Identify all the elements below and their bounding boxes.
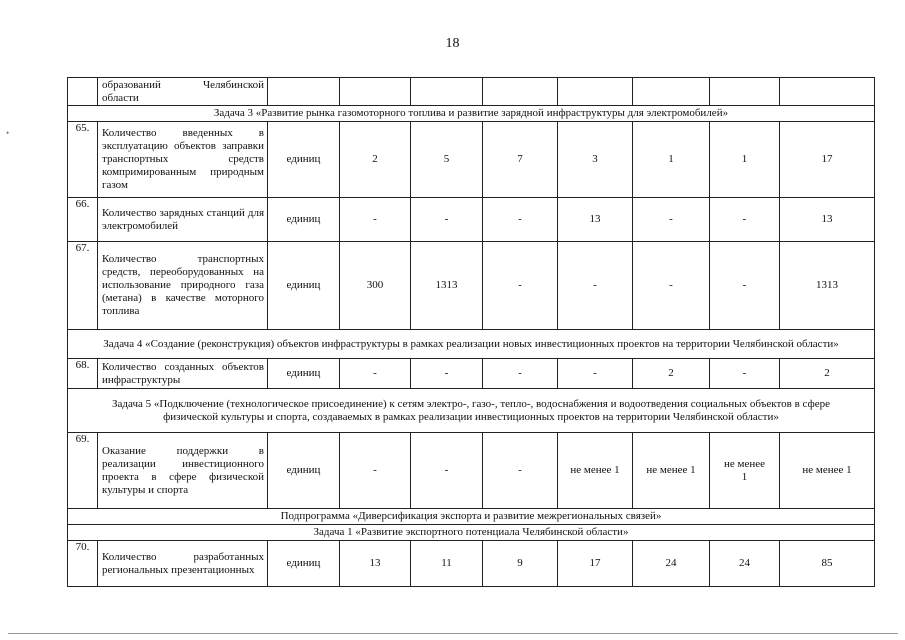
value-cell: - <box>340 198 411 242</box>
value-cell: 1313 <box>411 242 483 330</box>
value-cell: 11 <box>411 541 483 587</box>
table-row <box>68 541 875 587</box>
value-cell: 5 <box>411 122 483 198</box>
indicator-name: Количество зарядных станций для электромобилей <box>98 198 268 242</box>
value-cell: 13 <box>340 541 411 587</box>
value-cell: - <box>483 242 558 330</box>
indicator-name: Количество разработанных региональных презентационных <box>98 541 268 587</box>
value-cell: - <box>483 359 558 389</box>
value-cell: 24 <box>633 541 710 587</box>
subprogram-header-row <box>68 509 875 525</box>
unit-cell: единиц <box>268 242 340 330</box>
subprogram-heading: Подпрограмма «Диверсификация экспорта и развитие межрегиональных связей» <box>68 509 875 525</box>
unit-cell: единиц <box>268 359 340 389</box>
value-cell: - <box>558 359 633 389</box>
row-number: 65. <box>68 122 98 198</box>
value-cell: - <box>340 359 411 389</box>
value-cell: не менее 1 <box>633 433 710 509</box>
value-cell: - <box>483 433 558 509</box>
value-cell: 9 <box>483 541 558 587</box>
row-number: 69. <box>68 433 98 509</box>
row-number <box>68 78 98 106</box>
indicators-table <box>67 77 875 587</box>
row-number: 66. <box>68 198 98 242</box>
task-5-heading: Задача 5 «Подключение (технологическое присоединение) к сетям электро-, газо-, тепло-, водоснабжения и водоотведения социальных объектов в сфере физической культуры и спорта, создаваемых в рамках реализации инвестиционных проектов на территории Челябинской области» <box>68 389 875 433</box>
value-cell: - <box>710 242 780 330</box>
scan-margin-mark: • <box>6 128 10 138</box>
task-1-heading: Задача 1 «Развитие экспортного потенциала Челябинской области» <box>68 525 875 541</box>
total-cell: 13 <box>780 198 875 242</box>
value-cell: 2 <box>340 122 411 198</box>
value-cell: 2 <box>633 359 710 389</box>
indicator-name: Количество созданных объектов инфраструктуры <box>98 359 268 389</box>
task-header-row <box>68 389 875 433</box>
value-cell: - <box>710 198 780 242</box>
table-row <box>68 78 875 106</box>
table-row <box>68 122 875 198</box>
value-cell: - <box>633 242 710 330</box>
value-cell: 7 <box>483 122 558 198</box>
value-cell: 13 <box>558 198 633 242</box>
unit-cell: единиц <box>268 541 340 587</box>
row-number: 70. <box>68 541 98 587</box>
unit-cell: единиц <box>268 198 340 242</box>
value-cell: 1 <box>633 122 710 198</box>
task-header-row <box>68 525 875 541</box>
unit-cell: единиц <box>268 122 340 198</box>
task-3-heading: Задача 3 «Развитие рынка газомоторного топлива и развитие зарядной инфраструктуры для электромобилей» <box>68 106 875 122</box>
indicator-name: Количество транспортных средств, переоборудованных на использование природного газа (метана) в качестве моторного топлива <box>98 242 268 330</box>
value-cell: - <box>633 198 710 242</box>
value-cell: не менее 1 <box>710 433 780 509</box>
row-number: 67. <box>68 242 98 330</box>
table-row <box>68 359 875 389</box>
value-cell: - <box>411 359 483 389</box>
value-cell: 1 <box>710 122 780 198</box>
total-cell: 85 <box>780 541 875 587</box>
value-cell: 3 <box>558 122 633 198</box>
table-row <box>68 198 875 242</box>
value-cell: 17 <box>558 541 633 587</box>
value-cell: 24 <box>710 541 780 587</box>
unit-cell: единиц <box>268 433 340 509</box>
page-number: 18 <box>445 36 460 51</box>
value-cell: 300 <box>340 242 411 330</box>
indicator-name: Количество введенных в эксплуатацию объектов заправки транспортных средств компримированным природным газом <box>98 122 268 198</box>
indicator-name: образований Челябинской области <box>98 78 268 106</box>
task-4-heading: Задача 4 «Создание (реконструкция) объектов инфраструктуры в рамках реализации новых инвестиционных проектов на территории Челябинской области» <box>68 330 875 359</box>
value-cell: не менее 1 <box>558 433 633 509</box>
value-cell: - <box>340 433 411 509</box>
task-header-row <box>68 106 875 122</box>
indicator-name: Оказание поддержки в реализации инвестиционного проекта в сфере физической культуры и спорта <box>98 433 268 509</box>
value-cell: - <box>710 359 780 389</box>
total-cell: 1313 <box>780 242 875 330</box>
scan-bottom-rule <box>8 633 898 634</box>
value-cell: - <box>483 198 558 242</box>
table-row <box>68 433 875 509</box>
value-cell: - <box>411 198 483 242</box>
total-cell: 17 <box>780 122 875 198</box>
task-header-row <box>68 330 875 359</box>
value-cell: - <box>411 433 483 509</box>
table-row <box>68 242 875 330</box>
value-cell: - <box>558 242 633 330</box>
total-cell: не менее 1 <box>780 433 875 509</box>
row-number: 68. <box>68 359 98 389</box>
total-cell: 2 <box>780 359 875 389</box>
